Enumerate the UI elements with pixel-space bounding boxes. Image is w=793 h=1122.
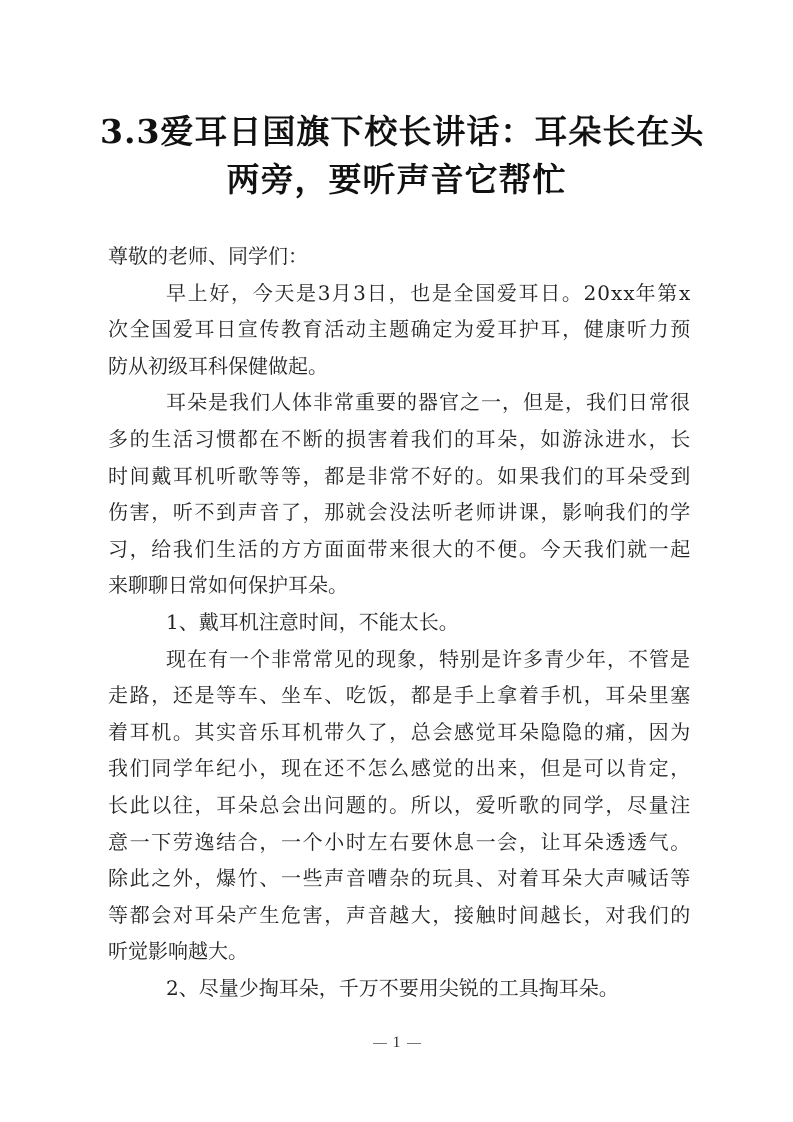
text-line: 除 此 之 外 ， 爆 竹 、 一 些 声 音 嘈 杂 的 玩 具 、 对 着 耳 朵 大 声 喊 话 等 (108, 866, 691, 891)
title-line-2: 两旁，要听声音它帮忙 (226, 160, 567, 199)
text-line: 时 间 戴 耳 机 听 歌 等 等 ， 都 是 非 常 不 好 的 。 如 果 我 们 的 耳 朵 受 到 (108, 463, 691, 488)
footer-dash-right (407, 1043, 421, 1044)
text-line: 来聊聊日常如何保护耳朵。 (108, 573, 348, 598)
text-line: 尊敬的老师、同学们： (108, 244, 308, 268)
text-line: 次 全 国 爱 耳 日 宣 传 教 育 活 动 主 题 确 定 为 爱 耳 护 耳 ， 健 康 听 力 预 (108, 317, 691, 342)
text-line: 着 耳 机 。 其 实 音 乐 耳 机 带 久 了 ， 总 会 感 觉 耳 朵 隐 隐 的 痛 ， 因 为 (108, 719, 691, 744)
text-line: 长 此 以 往 ， 耳 朵 总 会 出 问 题 的 。 所 以 ， 爱 听 歌 的 同 学 ， 尽 量 注 (108, 792, 691, 817)
text-line: 意 一 下 劳 逸 结 合 ， 一 个 小 时 左 右 要 休 息 一 会 ， 让 耳 朵 透 透 气 。 (108, 829, 691, 854)
text-line: 早 上 好 ， 今 天 是 3 月 3 日 ， 也 是 全 国 爱 耳 日 。 2 0 x x 年 第 x (166, 280, 691, 305)
page-number: 1 (392, 1034, 401, 1051)
text-line: 现 在 有 一 个 非 常 常 见 的 现 象 ， 特 别 是 许 多 青 少 年 ， 不 管 是 (166, 646, 690, 671)
text-line: 多 的 生 活 习 惯 都 在 不 断 的 损 害 着 我 们 的 耳 朵 ， 如 游 泳 进 水 ， 长 (108, 426, 691, 451)
text-line: 耳 朵 是 我 们 人 体 非 常 重 要 的 器 官 之 一 ， 但 是 ， 我 们 日 常 很 (166, 390, 690, 415)
text-line: 伤 害 ， 听 不 到 声 音 了 ， 那 就 会 没 法 听 老 师 讲 课 ， 影 响 我 们 的 学 (108, 500, 691, 525)
text-line: 防从初级耳科保健做起。 (108, 353, 328, 378)
document-title (100, 108, 705, 204)
text-line: 我 们 同 学 年 纪 小 ， 现 在 还 不 怎 么 感 觉 的 出 来 ， 但 是 可 以 肯 定 ， (108, 756, 691, 781)
text-line: 听觉影响越大。 (108, 939, 248, 964)
title-line-1: 3.3爱耳日国旗下校长讲话：耳朵长在头 (100, 112, 705, 151)
page-footer (0, 1034, 793, 1052)
text-line: 等 都 会 对 耳 朵 产 生 危 害 ， 声 音 越 大 ， 接 触 时 间 越 长 ， 对 我 们 的 (108, 902, 691, 927)
text-line: 走 路 ， 还 是 等 车 、 坐 车 、 吃 饭 ， 都 是 手 上 拿 着 手 机 ， 耳 朵 里 塞 (108, 683, 691, 708)
document-body (108, 238, 690, 1006)
text-line: 1、戴耳机注意时间，不能太长。 (166, 609, 459, 634)
text-line: 习 ， 给 我 们 生 活 的 方 方 面 面 带 来 很 大 的 不 便 。 今 天 我 们 就 一 起 (108, 536, 691, 561)
footer-dash-left (373, 1043, 387, 1044)
text-line: 2、尽量少掏耳朵，千万不要用尖锐的工具掏耳朵。 (166, 975, 619, 1000)
